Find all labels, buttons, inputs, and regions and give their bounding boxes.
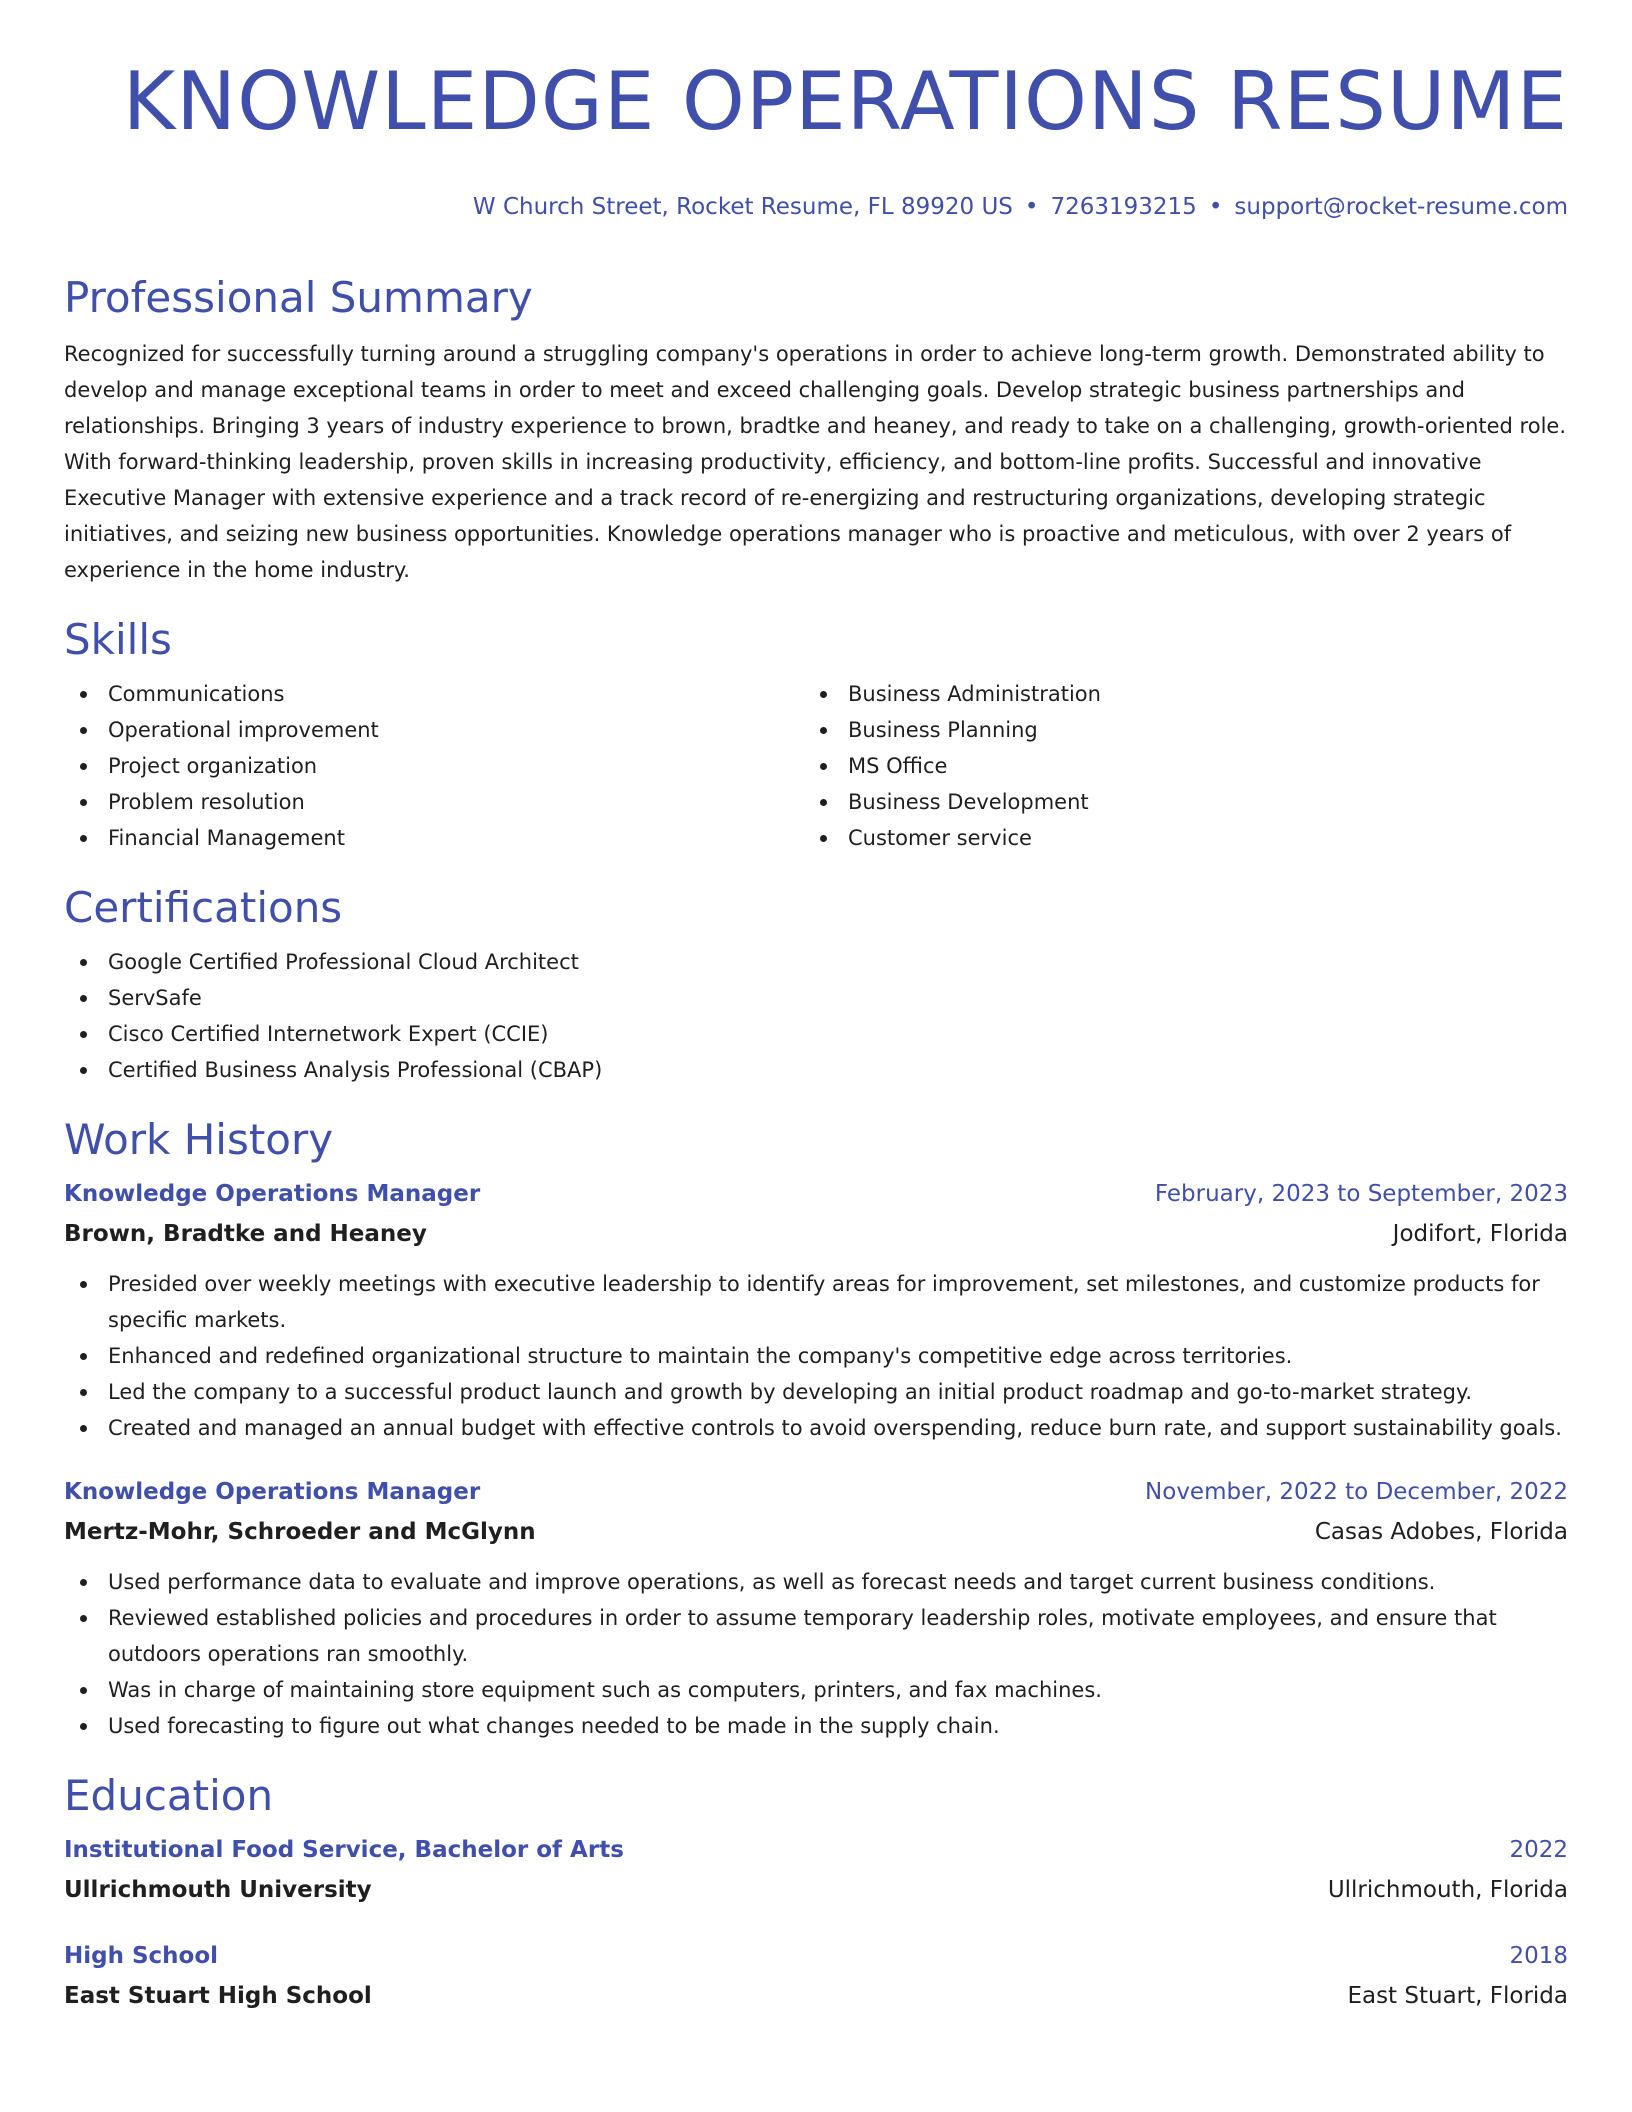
job-company: Brown, Bradtke and Heaney bbox=[64, 1221, 427, 1247]
skill-item: Business Planning bbox=[804, 712, 1544, 748]
skills-section bbox=[64, 612, 1568, 856]
skill-item: Business Development bbox=[804, 784, 1544, 820]
skill-item: Business Administration bbox=[804, 676, 1544, 712]
job-entry bbox=[64, 1174, 1568, 1446]
job-company-row bbox=[64, 1214, 1568, 1254]
job-bullet: Was in charge of maintaining store equipment such as computers, printers, and fax machines. bbox=[64, 1672, 1568, 1708]
skills-grid bbox=[64, 676, 1568, 856]
resume-title: KNOWLEDGE OPERATIONS RESUME bbox=[122, 55, 1568, 148]
job-company-row bbox=[64, 1512, 1568, 1552]
job-dates: November, 2022 to December, 2022 bbox=[1145, 1479, 1568, 1505]
skill-item: Operational improvement bbox=[64, 712, 804, 748]
separator-dot: • bbox=[1024, 194, 1039, 220]
job-bullet: Enhanced and redefined organizational structure to maintain the company's competitive edge across territories. bbox=[64, 1338, 1568, 1374]
education-school: East Stuart High School bbox=[64, 1983, 372, 2009]
certification-item: Cisco Certified Internetwork Expert (CCIE) bbox=[64, 1016, 1568, 1052]
job-dates: February, 2023 to September, 2023 bbox=[1154, 1181, 1568, 1207]
education-degree: Institutional Food Service, Bachelor of Arts bbox=[64, 1837, 624, 1863]
education-heading: Education bbox=[64, 1771, 274, 1820]
job-title: Knowledge Operations Manager bbox=[64, 1479, 481, 1505]
certifications-section bbox=[64, 880, 1568, 1088]
job-location: Jodifort, Florida bbox=[1392, 1221, 1568, 1247]
education-degree: High School bbox=[64, 1943, 219, 1969]
job-bullets bbox=[64, 1266, 1568, 1446]
job-bullet: Used forecasting to figure out what changes needed to be made in the supply chain. bbox=[64, 1708, 1568, 1744]
work-history-section bbox=[64, 1112, 1568, 1744]
skill-item: Project organization bbox=[64, 748, 804, 784]
skills-heading: Skills bbox=[64, 615, 172, 664]
job-header-row bbox=[64, 1174, 1568, 1214]
job-company: Mertz-Mohr, Schroeder and McGlynn bbox=[64, 1519, 536, 1545]
certification-item: Google Certified Professional Cloud Architect bbox=[64, 944, 1568, 980]
education-school: Ullrichmouth University bbox=[64, 1877, 372, 1903]
skill-item: Financial Management bbox=[64, 820, 804, 856]
job-bullet: Used performance data to evaluate and improve operations, as well as forecast needs and target current business conditions. bbox=[64, 1564, 1568, 1600]
job-bullet: Reviewed established policies and procedures in order to assume temporary leadership roles, motivate employees, and ensure that outdoors operations ran smoothly. bbox=[64, 1600, 1568, 1672]
job-bullet: Presided over weekly meetings with executive leadership to identify areas for improvement, set milestones, and customize products for specific markets. bbox=[64, 1266, 1568, 1338]
certification-item: ServSafe bbox=[64, 980, 1568, 1016]
job-title: Knowledge Operations Manager bbox=[64, 1181, 481, 1207]
job-header-row bbox=[64, 1472, 1568, 1512]
phone-text: 7263193215 bbox=[1050, 194, 1197, 220]
skill-item: Customer service bbox=[804, 820, 1544, 856]
job-entry bbox=[64, 1472, 1568, 1744]
education-location: Ullrichmouth, Florida bbox=[1327, 1877, 1568, 1903]
summary-text: Recognized for successfully turning around a struggling company's operations in order to achieve long-term growth. Demonstrated ability to develop and manage exceptional teams in order to meet and exceed challenging goals. Develop strategic business partnerships and relationships. Bringing 3 years of industry experience to brown, bradtke and heaney, and ready to take on a challenging, growth-oriented role. With forward-thinking leadership, proven skills in increasing productivity, efficiency, and bottom-line profits. Successful and innovative Executive Manager with extensive experience and a track record of re-energizing and restructuring organizations, developing strategic initiatives, and seizing new business opportunities. Knowledge operations manager who is proactive and meticulous, with over 2 years of experience in the home industry. bbox=[64, 342, 1567, 582]
skill-item: MS Office bbox=[804, 748, 1544, 784]
job-bullet: Created and managed an annual budget with effective controls to avoid overspending, reduce burn rate, and support sustainability goals. bbox=[64, 1410, 1568, 1446]
education-header-row bbox=[64, 1830, 1568, 1870]
education-school-row bbox=[64, 1976, 1568, 2016]
education-year: 2018 bbox=[1509, 1943, 1568, 1969]
work-history-heading: Work History bbox=[64, 1115, 334, 1164]
job-location: Casas Adobes, Florida bbox=[1314, 1519, 1568, 1545]
certifications-list bbox=[64, 944, 1568, 1088]
job-bullets bbox=[64, 1564, 1568, 1744]
education-school-row bbox=[64, 1870, 1568, 1910]
summary-heading: Professional Summary bbox=[64, 273, 533, 322]
certifications-heading: Certifications bbox=[64, 883, 343, 932]
separator-dot: • bbox=[1208, 194, 1223, 220]
address-text: W Church Street, Rocket Resume, FL 89920 US bbox=[472, 194, 1013, 220]
email-link[interactable]: support@rocket-resume.com bbox=[1234, 194, 1568, 220]
education-section bbox=[64, 1768, 1568, 2016]
education-location: East Stuart, Florida bbox=[1347, 1983, 1568, 2009]
education-year: 2022 bbox=[1509, 1837, 1568, 1863]
education-entry bbox=[64, 1936, 1568, 2016]
skills-list-right bbox=[804, 676, 1544, 856]
skills-list-left bbox=[64, 676, 804, 856]
job-bullet: Led the company to a successful product launch and growth by developing an initial product roadmap and go-to-market strategy. bbox=[64, 1374, 1568, 1410]
education-entry bbox=[64, 1830, 1568, 1910]
skill-item: Communications bbox=[64, 676, 804, 712]
skill-item: Problem resolution bbox=[64, 784, 804, 820]
certification-item: Certified Business Analysis Professional (CBAP) bbox=[64, 1052, 1568, 1088]
education-header-row bbox=[64, 1936, 1568, 1976]
contact-line bbox=[64, 192, 1568, 222]
